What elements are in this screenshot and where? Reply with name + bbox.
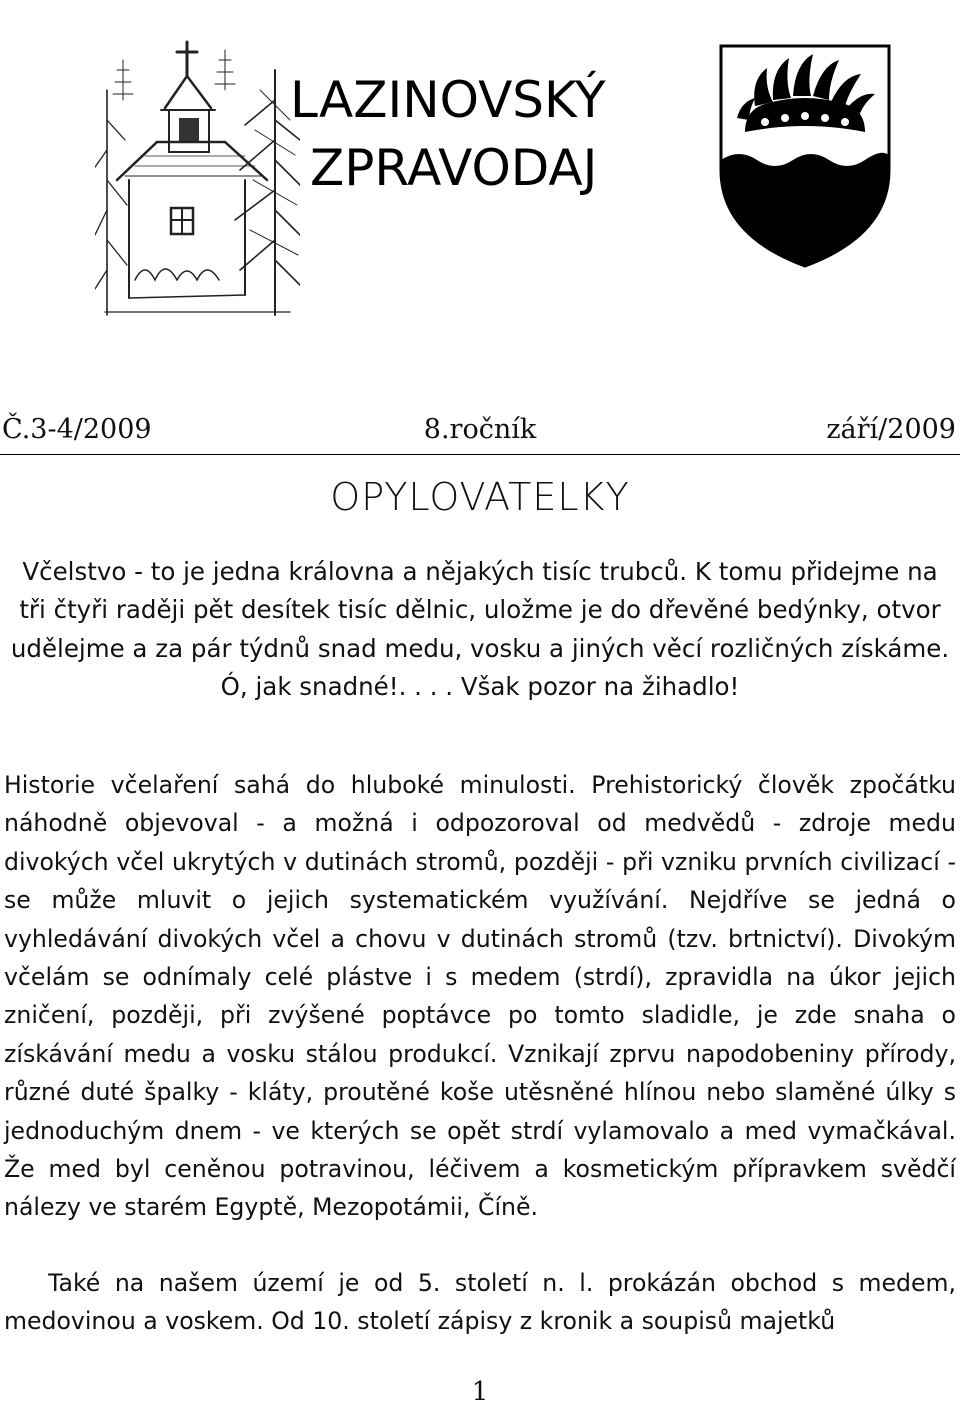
article-paragraph-2: Také na našem území je od 5. století n. l. prokázán obchod s medem, medovinou a voskem. Od 10. století zápisy z kronik a soupisů majetků	[4, 1269, 956, 1336]
masthead-title	[290, 66, 710, 202]
title-line-1: LAZINOVSKÝ	[290, 71, 606, 129]
volume-label: 8.ročník	[423, 414, 537, 445]
issue-bar	[0, 412, 960, 455]
article-intro: Včelstvo - to je jedna královna a nějakých tisíc trubců. K tomu přidejme na tři čtyři raději pět desítek tisíc dělnic, uložme je do dřevěné bedýnky, otvor udělejme a za pár týdnů snad medu, vosku a jiných věcí rozličných získáme. Ó, jak snadné!. . . . Však pozor na žihadlo!	[10, 557, 950, 702]
article-heading: OPYLOVATELKY	[330, 475, 630, 519]
title-line-2: ZPRAVODAJ	[310, 139, 598, 197]
page-number: 1	[471, 1377, 489, 1407]
issue-number: Č.3-4/2009	[2, 414, 152, 445]
article-paragraph-1: Historie včelaření sahá do hluboké minulosti. Prehistorický člověk zpočátku náhodně objevoval - a možná i odpozoroval od medvědů - zdroje medu divokých včel ukrytých v dutinách stromů, později - při vzniku prvních civilizací - se může mluvit o jejich systematickém využívání. Nejdříve se jedná o vyhledávání divokých včel a chovu v dutinách stromů (tzv. brtnictví). Divokým včelám se odnímaly celé plástve i s medem (strdí), zpravidla na úkor jejich zničení, později, při zvýšené poptávce po tomto sladidle, je zde snaha o získávání medu a vosku stálou produkcí. Vznikají zprvu napodobeniny přírody, různé duté špalky - kláty, proutěné koše utěsněné hlínou nebo slaměné úlky s jednoduchým dnem - ve kterých se opět strdí vylamovalo a med vymačkával. Že med byl ceněnou potravinou, léčivem a kosmetickým přípravkem svědčí nálezy ve starém Egyptě, Mezopotámii, Číně.	[4, 771, 956, 1222]
church-sketch-icon	[95, 30, 300, 320]
issue-date: září/2009	[826, 414, 956, 445]
masthead	[0, 0, 960, 330]
coat-of-arms-icon	[715, 40, 895, 270]
